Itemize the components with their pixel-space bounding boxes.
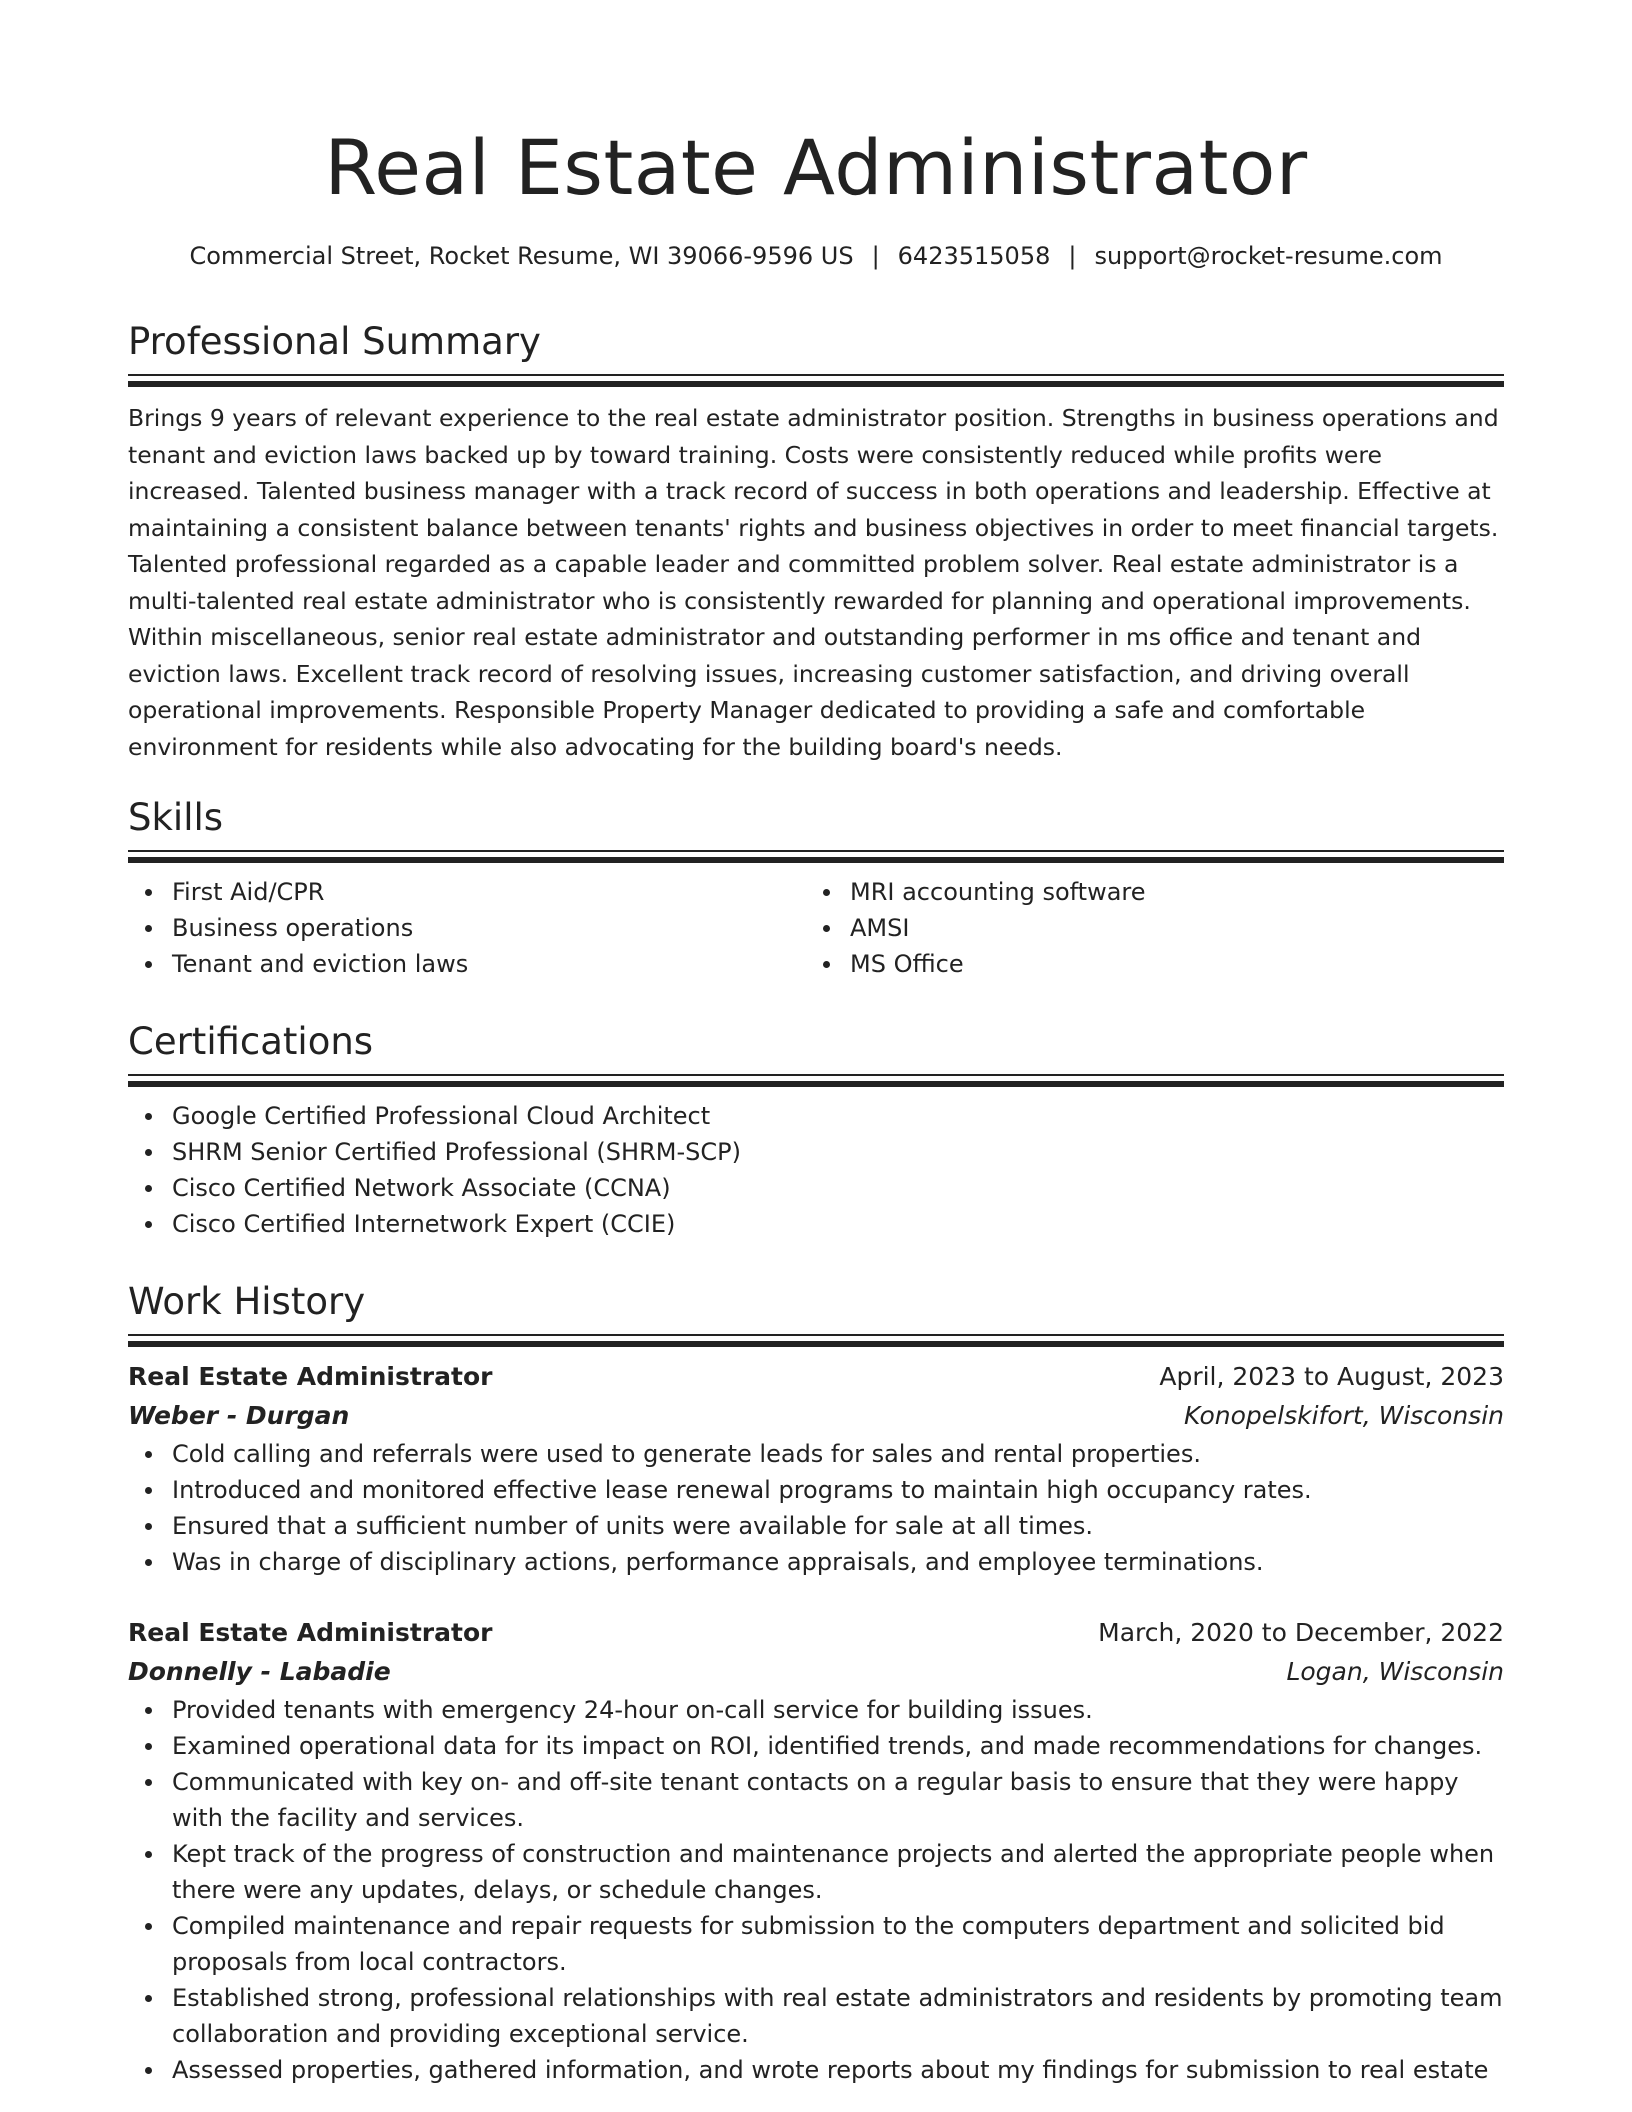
job-duty-item: Ensured that a sufficient number of units were available for sale at all times.	[128, 1508, 1504, 1544]
skill-item: AMSI	[806, 910, 1484, 946]
job-subheader	[128, 1396, 1504, 1436]
skill-item: Business operations	[128, 910, 806, 946]
contact-email[interactable]: support@rocket-resume.com	[1094, 242, 1443, 270]
job-duties-list	[128, 1692, 1504, 2088]
job-title: Real Estate Administrator	[128, 1618, 493, 1647]
work-history-section	[128, 1278, 1504, 2088]
section-divider	[128, 850, 1504, 864]
contact-address: Commercial Street, Rocket Resume, WI 39066-9596 US	[189, 242, 854, 270]
section-title-summary: Professional Summary	[128, 320, 541, 363]
section-title-work-history: Work History	[128, 1280, 366, 1323]
job-header	[128, 1614, 1504, 1652]
job-title: Real Estate Administrator	[128, 1362, 493, 1391]
skills-section	[128, 794, 1504, 982]
job-location: Konopelskifort, Wisconsin	[1183, 1401, 1504, 1430]
section-divider	[128, 1334, 1504, 1348]
certifications-section	[128, 1018, 1504, 1242]
job-duty-item: Established strong, professional relationships with real estate administrators and residents by promoting team collaboration and providing exceptional service.	[128, 1980, 1504, 2052]
job-subheader	[128, 1652, 1504, 1692]
certifications-list	[128, 1098, 1504, 1242]
skills-list-right	[806, 874, 1484, 982]
certification-item: Cisco Certified Network Associate (CCNA)	[128, 1170, 1504, 1206]
certification-item: Google Certified Professional Cloud Architect	[128, 1098, 1504, 1134]
job-company: Donnelly - Labadie	[128, 1657, 391, 1686]
skill-item: First Aid/CPR	[128, 874, 806, 910]
job-entry	[128, 1614, 1504, 2088]
job-header	[128, 1358, 1504, 1396]
contact-phone: 6423515058	[897, 242, 1051, 270]
contact-separator: |	[1068, 242, 1077, 270]
job-duty-item: Introduced and monitored effective lease renewal programs to maintain high occupancy rates.	[128, 1472, 1504, 1508]
job-duty-item: Cold calling and referrals were used to generate leads for sales and rental properties.	[128, 1436, 1504, 1472]
job-duty-item: Communicated with key on- and off-site tenant contacts on a regular basis to ensure that they were happy with the facility and services.	[128, 1764, 1504, 1836]
section-divider	[128, 1074, 1504, 1088]
job-duty-item: Was in charge of disciplinary actions, performance appraisals, and employee terminations.	[128, 1544, 1504, 1580]
contact-line	[128, 236, 1504, 276]
job-dates: April, 2023 to August, 2023	[1159, 1362, 1504, 1391]
summary-text: Brings 9 years of relevant experience to the real estate administrator position. Strengths in business operations and tenant and eviction laws backed up by toward training. Costs were consistently reduced while profits were increased. Talented business manager with a track record of success in both operations and leadership. Effective at maintaining a consistent balance between tenants' rights and business objectives in order to meet financial targets. Talented professional regarded as a capable leader and committed problem solver. Real estate administrator is a multi-talented real estate administrator who is consistently rewarded for planning and operational improvements. Within miscellaneous, senior real estate administrator and outstanding performer in ms office and tenant and eviction laws. Excellent track record of resolving issues, increasing customer satisfaction, and driving overall operational improvements. Responsible Property Manager dedicated to providing a safe and comfortable environment for residents while also advocating for the building board's needs.	[128, 404, 1499, 761]
skill-item: Tenant and eviction laws	[128, 946, 806, 982]
job-duty-item: Compiled maintenance and repair requests for submission to the computers department and solicited bid proposals from local contractors.	[128, 1908, 1504, 1980]
job-entry	[128, 1358, 1504, 1580]
job-location: Logan, Wisconsin	[1286, 1657, 1504, 1686]
job-company: Weber - Durgan	[128, 1401, 350, 1430]
section-divider	[128, 374, 1504, 388]
job-duties-list	[128, 1436, 1504, 1580]
contact-separator: |	[871, 242, 880, 270]
job-duty-item: Examined operational data for its impact on ROI, identified trends, and made recommendations for changes.	[128, 1728, 1504, 1764]
skills-grid	[128, 874, 1504, 982]
section-title-skills: Skills	[128, 796, 224, 839]
job-duty-item: Provided tenants with emergency 24-hour on-call service for building issues.	[128, 1692, 1504, 1728]
job-duty-item: Assessed properties, gathered information, and wrote reports about my findings for submission to real estate	[128, 2052, 1504, 2088]
summary-section	[128, 318, 1504, 765]
section-title-certifications: Certifications	[128, 1020, 374, 1063]
resume-name: Real Estate Administrator	[324, 123, 1308, 212]
skill-item: MS Office	[806, 946, 1484, 982]
job-dates: March, 2020 to December, 2022	[1098, 1618, 1504, 1647]
skill-item: MRI accounting software	[806, 874, 1484, 910]
certification-item: SHRM Senior Certified Professional (SHRM-SCP)	[128, 1134, 1504, 1170]
job-duty-item: Kept track of the progress of construction and maintenance projects and alerted the appropriate people when there were any updates, delays, or schedule changes.	[128, 1836, 1504, 1908]
skills-list-left	[128, 874, 806, 982]
certification-item: Cisco Certified Internetwork Expert (CCIE)	[128, 1206, 1504, 1242]
